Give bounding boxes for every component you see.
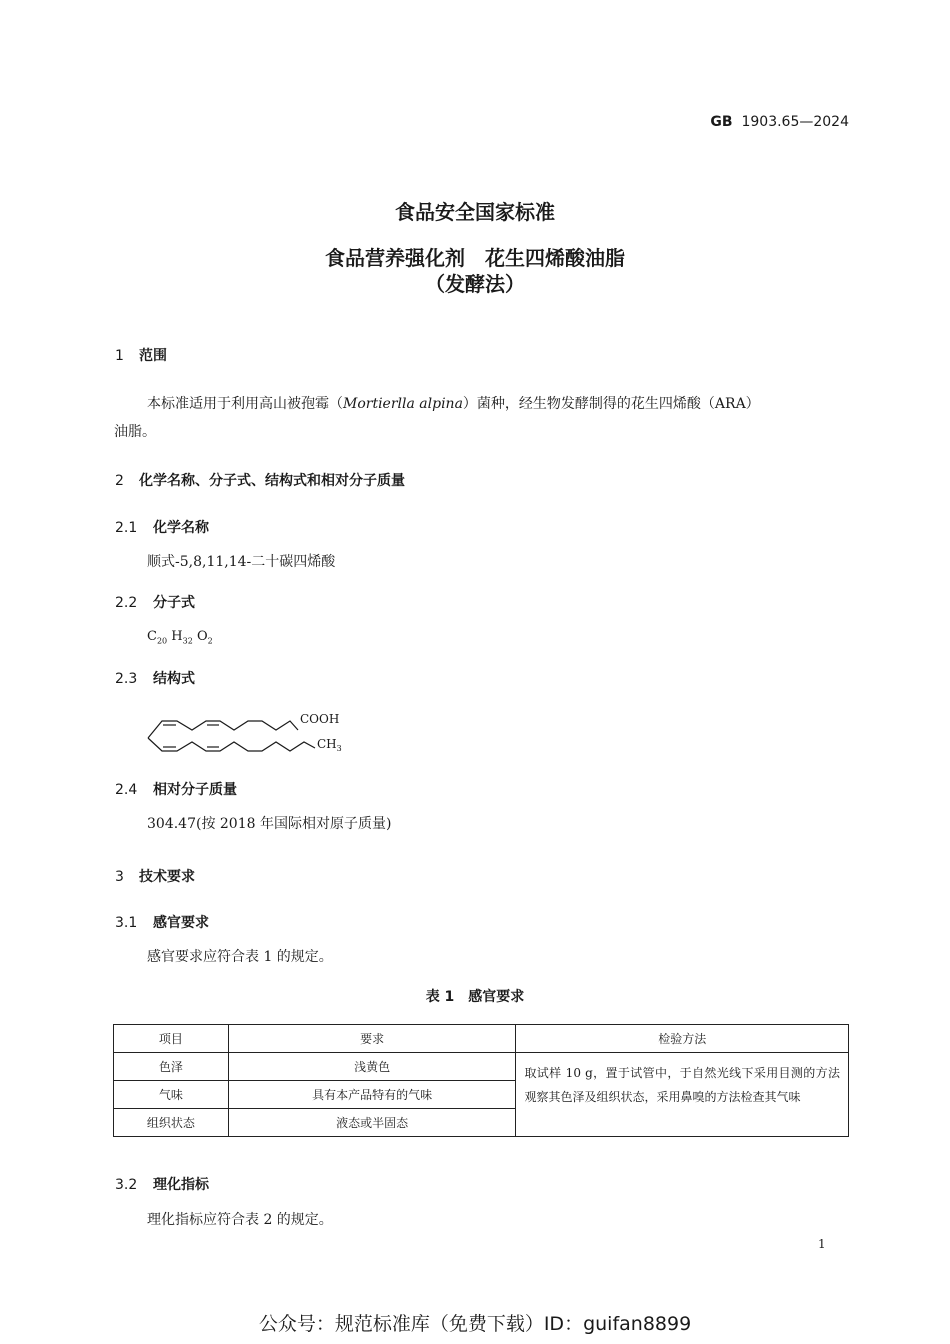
section-3-1-body: 感官要求应符合表 1 的规定。 — [147, 949, 333, 965]
table-cell-requirement: 具有本产品特有的气味 — [228, 1081, 516, 1109]
table-cell-requirement: 浅黄色 — [228, 1053, 516, 1081]
section-1-heading: 1 范围 — [115, 348, 167, 364]
table-row — [114, 1053, 849, 1081]
section-1-body: 本标准适用于利用高山被孢霉（Mortierlla alpina）菌种，经生物发酵制得的花生四烯酸（ARA） — [147, 396, 760, 412]
document-subtitle-method: （发酵法） — [425, 272, 525, 296]
molecular-weight: 304.47(按 2018 年国际相对原子质量) — [147, 816, 392, 832]
table-cell-method: 取试样 10 g，置于试管中，于自然光线下采用目测的方法观察其色泽及组织状态，采用鼻嗅的方法检查其气味 — [516, 1053, 849, 1137]
section-3-1-heading: 3.1 感官要求 — [115, 915, 209, 931]
standard-number: 1903.65—2024 — [741, 114, 849, 130]
footer-watermark-text: 公众号：规范标准库（免费下载）ID：guifan8899 — [258, 1313, 692, 1335]
section-2-3-heading: 2.3 结构式 — [115, 671, 195, 687]
page-number: 1 — [818, 1237, 826, 1251]
standard-code — [710, 114, 849, 130]
table-1-caption: 表 1 感官要求 — [425, 989, 525, 1005]
cooh-label: COOH — [300, 712, 340, 726]
section-2-2-heading: 2.2 分子式 — [115, 595, 195, 611]
section-3-heading: 3 技术要求 — [115, 869, 195, 885]
table-1 — [113, 1024, 849, 1137]
standard-prefix: GB — [710, 114, 733, 130]
table-header-requirement: 要求 — [228, 1025, 516, 1053]
table-header-method: 检验方法 — [516, 1025, 849, 1053]
table-header-row — [114, 1025, 849, 1053]
chemical-name: 顺式-5,8,11,14-二十碳四烯酸 — [147, 554, 336, 570]
table-cell-item: 组织状态 — [114, 1109, 229, 1137]
section-2-1-heading: 2.1 化学名称 — [115, 520, 209, 536]
molecular-formula: $C_{20}$ $H_{32}$ $O_2$ — [147, 629, 213, 646]
table-cell-item: 色泽 — [114, 1053, 229, 1081]
section-1-body-cont: 油脂。 — [114, 424, 156, 440]
ch3-label: $CH_3$ — [317, 737, 342, 753]
section-2-4-heading: 2.4 相对分子质量 — [115, 782, 237, 798]
table-header-item: 项目 — [114, 1025, 229, 1053]
document-title: 食品安全国家标准 — [395, 200, 555, 224]
document-subtitle: 食品营养强化剂 花生四烯酸油脂 — [325, 246, 625, 270]
species-name: Mortierlla alpina — [343, 396, 463, 412]
section-3-2-body: 理化指标应符合表 2 的规定。 — [147, 1212, 333, 1228]
structural-formula-diagram — [140, 704, 360, 760]
upper-chain — [148, 721, 298, 738]
section-3-2-heading: 3.2 理化指标 — [115, 1177, 209, 1193]
section-2-heading: 2 化学名称、分子式、结构式和相对分子质量 — [115, 473, 405, 489]
table-cell-requirement: 液态或半固态 — [228, 1109, 516, 1137]
table-cell-item: 气味 — [114, 1081, 229, 1109]
lower-chain — [148, 738, 315, 751]
